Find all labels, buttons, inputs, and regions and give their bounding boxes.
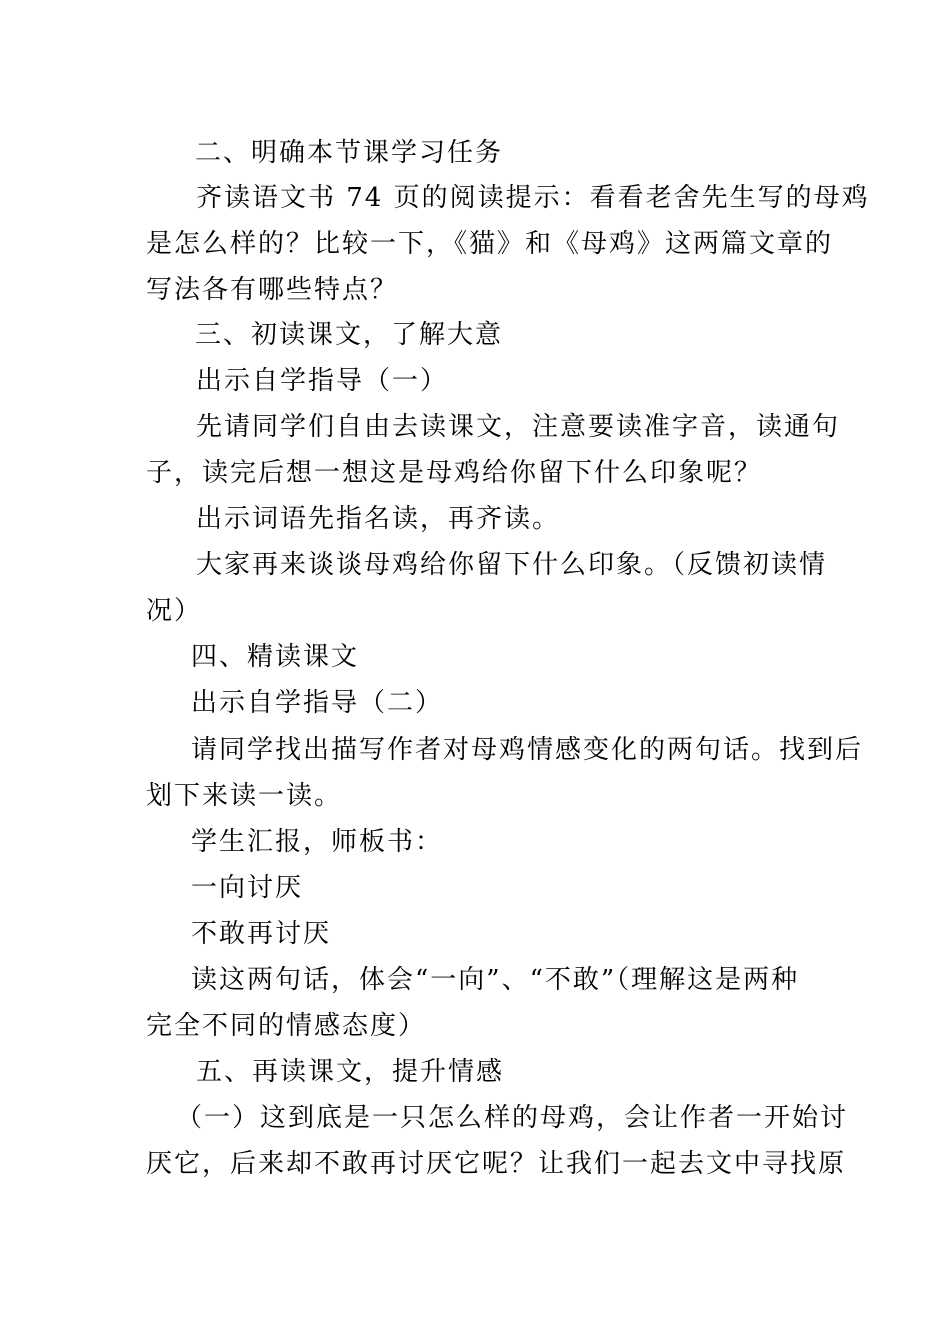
paragraph-line: 出示词语先指名读，再齐读。 [196, 504, 561, 534]
paragraph-line: 写法各有哪些特点？ [146, 275, 399, 305]
paragraph-line: 大家再来谈谈母鸡给你留下什么印象。（反馈初读情 [196, 550, 828, 580]
paragraph-line: 厌它，后来却不敢再讨厌它呢？让我们一起去文中寻找原 [146, 1149, 847, 1179]
paragraph-line: （一）这到底是一只怎么样的母鸡，会让作者一开始讨 [176, 1103, 849, 1133]
paragraph-line: 况） [146, 596, 203, 626]
paragraph-line: 完全不同的情感态度） [146, 1011, 427, 1041]
paragraph-line: 学生汇报，师板书： [191, 827, 444, 857]
paragraph-line: 先请同学们自由去读课文，注意要读准字音，读通句 [196, 412, 841, 442]
heading-4: 四、精读课文 [191, 642, 360, 672]
paragraph-line: 子，读完后想一想这是母鸡给你留下什么印象呢？ [146, 458, 763, 488]
paragraph-line: 不敢再讨厌 [191, 919, 332, 949]
paragraph-line: 是怎么样的？比较一下，《猫》和《母鸡》这两篇文章的 [146, 229, 834, 259]
paragraph-line: 一向讨厌 [191, 873, 304, 903]
paragraph-line: 请同学找出描写作者对母鸡情感变化的两句话。找到后 [191, 735, 864, 765]
paragraph-line: 划下来读一读。 [146, 781, 343, 811]
heading-2: 二、明确本节课学习任务 [195, 138, 504, 168]
paragraph-line: 读这两句话，体会“一向”、“不敢”（理解这是两种 [191, 965, 800, 995]
paragraph-line: 出示自学指导（一） [196, 366, 449, 396]
heading-3: 三、初读课文，了解大意 [195, 320, 504, 350]
paragraph-line: 出示自学指导（二） [191, 688, 444, 718]
heading-5: 五、再读课文，提升情感 [196, 1057, 505, 1087]
paragraph-line: 齐读语文书 74 页的阅读提示：看看老舍先生写的母鸡 [196, 183, 870, 213]
